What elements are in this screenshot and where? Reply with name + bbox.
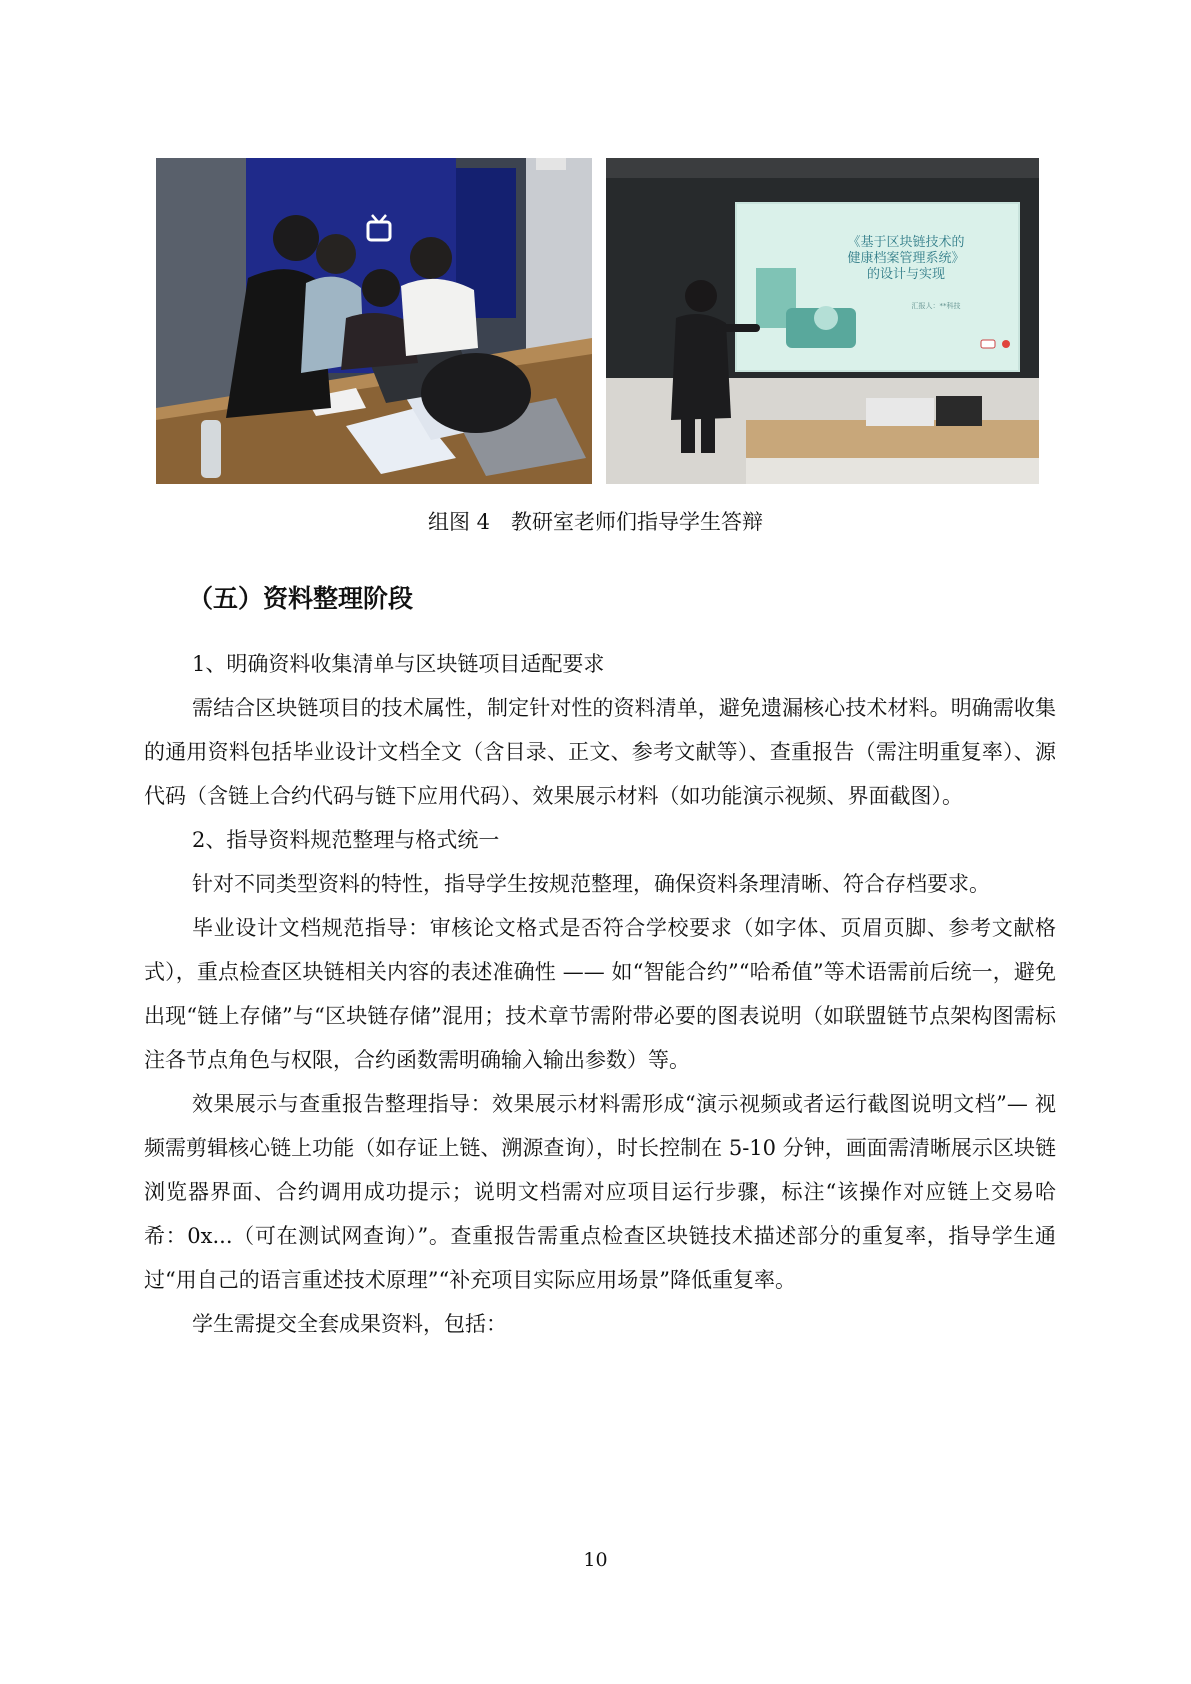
slide-title-line1: 《基于区块链技术的 (847, 235, 965, 250)
section-body (144, 642, 1056, 1346)
figure-photo-group (156, 158, 1039, 484)
photo-student-presenting (606, 158, 1039, 484)
paragraph-3: 2、指导资料规范整理与格式统一 (192, 828, 500, 852)
paragraph-1: 1、明确资料收集清单与区块链项目适配要求 (192, 652, 605, 676)
slide-subtitle: 汇报人：**科技 (911, 302, 961, 310)
paragraph-7: 学生需提交全套成果资料，包括： (192, 1312, 507, 1336)
figure-caption: 组图 4 教研室老师们指导学生答辩 (427, 510, 764, 534)
photo-students-at-computer (156, 158, 592, 484)
paragraph-4: 针对不同类型资料的特性，指导学生按规范整理，确保资料条理清晰、符合存档要求。 (192, 872, 990, 896)
paragraph-6: 效果展示与查重报告整理指导：效果展示材料需形成“演示视频或者运行截图说明文档”— 视频需剪辑核心链上功能（如存证上链、溯源查询），时长控制在 5-10 分钟，画面需清晰展示区块链浏览器界面、合约调用成功提示；说明文档需对应项目运行步骤，标注“该操作对应链上交易哈希：0x...（可在测试网查询）”。查重报告需重点检查区块链技术描述部分的重复率，指导学生通过“用自己的语言重述技术原理”“补充项目实际应用场景”降低重复率。 (144, 1092, 1056, 1292)
slide-title-line3: 的设计与实现 (866, 267, 946, 282)
slide-title-line2: 健康档案管理系统》 (847, 251, 965, 266)
section-heading: （五）资料整理阶段 (188, 584, 414, 613)
paragraph-2: 需结合区块链项目的技术属性，制定针对性的资料清单，避免遗漏核心技术材料。明确需收集的通用资料包括毕业设计文档全文（含目录、正文、参考文献等）、查重报告（需注明重复率）、源代码（含链上合约代码与链下应用代码）、效果展示材料（如功能演示视频、界面截图）。 (144, 696, 1056, 808)
page-number: 10 (583, 1549, 608, 1571)
paragraph-5: 毕业设计文档规范指导：审核论文格式是否符合学校要求（如字体、页眉页脚、参考文献格式），重点检查区块链相关内容的表述准确性 —— 如“智能合约”“哈希值”等术语需前后统一，避免出现“链上存储”与“区块链存储”混用；技术章节需附带必要的图表说明（如联盟链节点架构图需标注各节点角色与权限，合约函数需明确输入输出参数）等。 (144, 916, 1056, 1072)
